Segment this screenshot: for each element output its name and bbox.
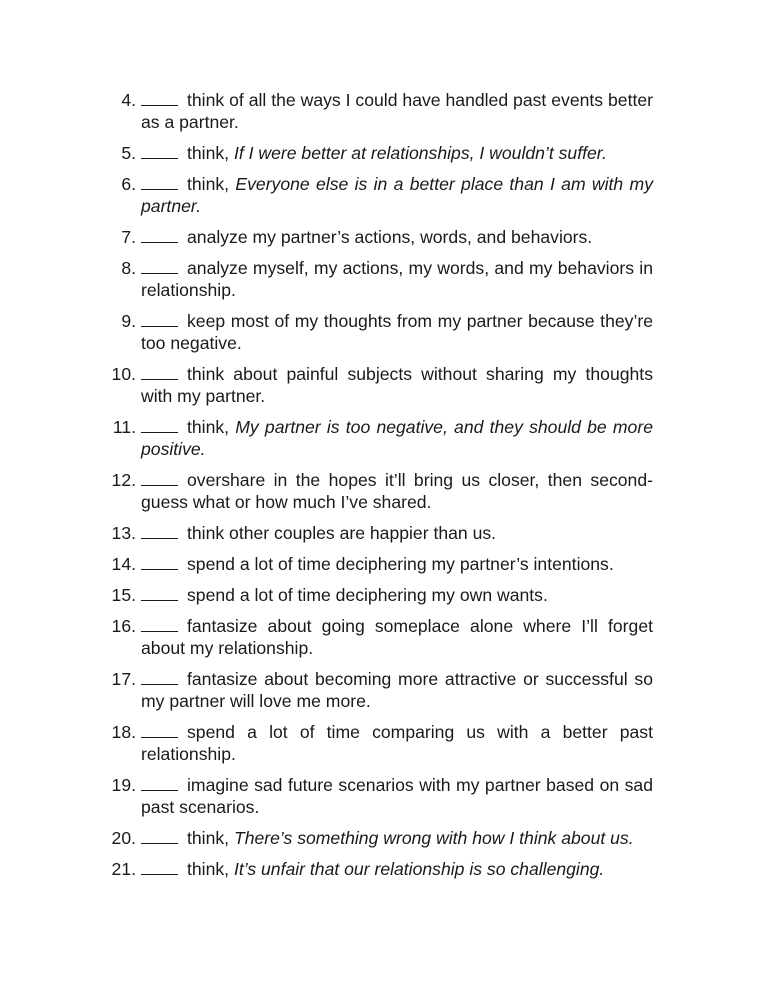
item-text: keep most of my thoughts from my partner because they’re too negative. — [141, 311, 653, 353]
item-number: 16. — [111, 616, 136, 636]
item-text: fantasize about becoming more attractive or successful so my partner will love me more. — [141, 669, 653, 711]
item-number: 15. — [111, 585, 136, 605]
list-item — [104, 858, 653, 880]
list-item — [104, 89, 653, 133]
item-text: think, — [187, 859, 234, 879]
list-item — [104, 584, 653, 606]
list-item — [104, 363, 653, 407]
item-italic-text: My partner is too negative, and they should be more positive. — [141, 417, 653, 459]
item-number: 10. — [111, 364, 136, 384]
list-item — [104, 553, 653, 575]
item-text: overshare in the hopes it’ll bring us closer, then second-guess what or how much I’ve shared. — [141, 470, 653, 512]
answer-blank[interactable] — [141, 555, 178, 570]
answer-blank[interactable] — [141, 723, 178, 738]
item-number: 11. — [112, 417, 136, 437]
item-number: 5. — [121, 143, 136, 163]
list-item — [104, 721, 653, 765]
list-item — [104, 416, 653, 460]
answer-blank[interactable] — [141, 860, 178, 875]
checklist — [104, 89, 653, 889]
item-italic-text: Everyone else is in a better place than I am with my partner. — [141, 174, 653, 216]
answer-blank[interactable] — [141, 144, 178, 159]
item-text: think of all the ways I could have handled past events better as a partner. — [141, 90, 653, 132]
item-number: 21. — [111, 859, 136, 879]
answer-blank[interactable] — [141, 617, 178, 632]
item-number: 7. — [121, 227, 136, 247]
list-item — [104, 668, 653, 712]
item-text: fantasize about going someplace alone where I’ll forget about my relationship. — [141, 616, 653, 658]
item-text: imagine sad future scenarios with my partner based on sad past scenarios. — [141, 775, 653, 817]
list-item — [104, 310, 653, 354]
answer-blank[interactable] — [141, 586, 178, 601]
item-number: 4. — [121, 90, 136, 110]
item-number: 13. — [111, 523, 136, 543]
item-italic-text: There’s something wrong with how I think about us. — [233, 828, 634, 848]
item-text: think about painful subjects without sharing my thoughts with my partner. — [141, 364, 653, 406]
item-number: 8. — [121, 258, 136, 278]
item-text: think, — [187, 417, 236, 437]
item-number: 19. — [111, 775, 136, 795]
list-item — [104, 827, 653, 849]
answer-blank[interactable] — [141, 312, 178, 327]
item-text: spend a lot of time deciphering my partner’s intentions. — [187, 554, 614, 574]
answer-blank[interactable] — [141, 829, 178, 844]
answer-blank[interactable] — [141, 471, 178, 486]
list-item — [104, 257, 653, 301]
item-italic-text: If I were better at relationships, I wouldn’t suffer. — [233, 143, 607, 163]
item-number: 9. — [121, 311, 136, 331]
item-text: spend a lot of time deciphering my own wants. — [187, 585, 548, 605]
item-number: 14. — [111, 554, 136, 574]
answer-blank[interactable] — [141, 175, 178, 190]
answer-blank[interactable] — [141, 418, 178, 433]
answer-blank[interactable] — [141, 228, 178, 243]
item-text: think, — [187, 143, 234, 163]
answer-blank[interactable] — [141, 259, 178, 274]
item-number: 6. — [121, 174, 136, 194]
list-item — [104, 774, 653, 818]
item-number: 18. — [111, 722, 136, 742]
item-text: think, — [187, 828, 234, 848]
item-number: 20. — [111, 828, 136, 848]
item-text: analyze my partner’s actions, words, and behaviors. — [187, 227, 593, 247]
answer-blank[interactable] — [141, 670, 178, 685]
list-item — [104, 173, 653, 217]
list-item — [104, 469, 653, 513]
item-text: spend a lot of time comparing us with a better past relationship. — [141, 722, 653, 764]
answer-blank[interactable] — [141, 365, 178, 380]
item-text: think other couples are happier than us. — [187, 523, 497, 543]
answer-blank[interactable] — [141, 91, 178, 106]
list-item — [104, 142, 653, 164]
answer-blank[interactable] — [141, 524, 178, 539]
item-text: think, — [187, 174, 236, 194]
item-number: 17. — [111, 669, 136, 689]
answer-blank[interactable] — [141, 776, 178, 791]
list-item — [104, 615, 653, 659]
item-number: 12. — [111, 470, 136, 490]
item-text: analyze myself, my actions, my words, and my behaviors in relationship. — [141, 258, 653, 300]
list-item — [104, 522, 653, 544]
list-item — [104, 226, 653, 248]
item-italic-text: It’s unfair that our relationship is so challenging. — [233, 859, 605, 879]
